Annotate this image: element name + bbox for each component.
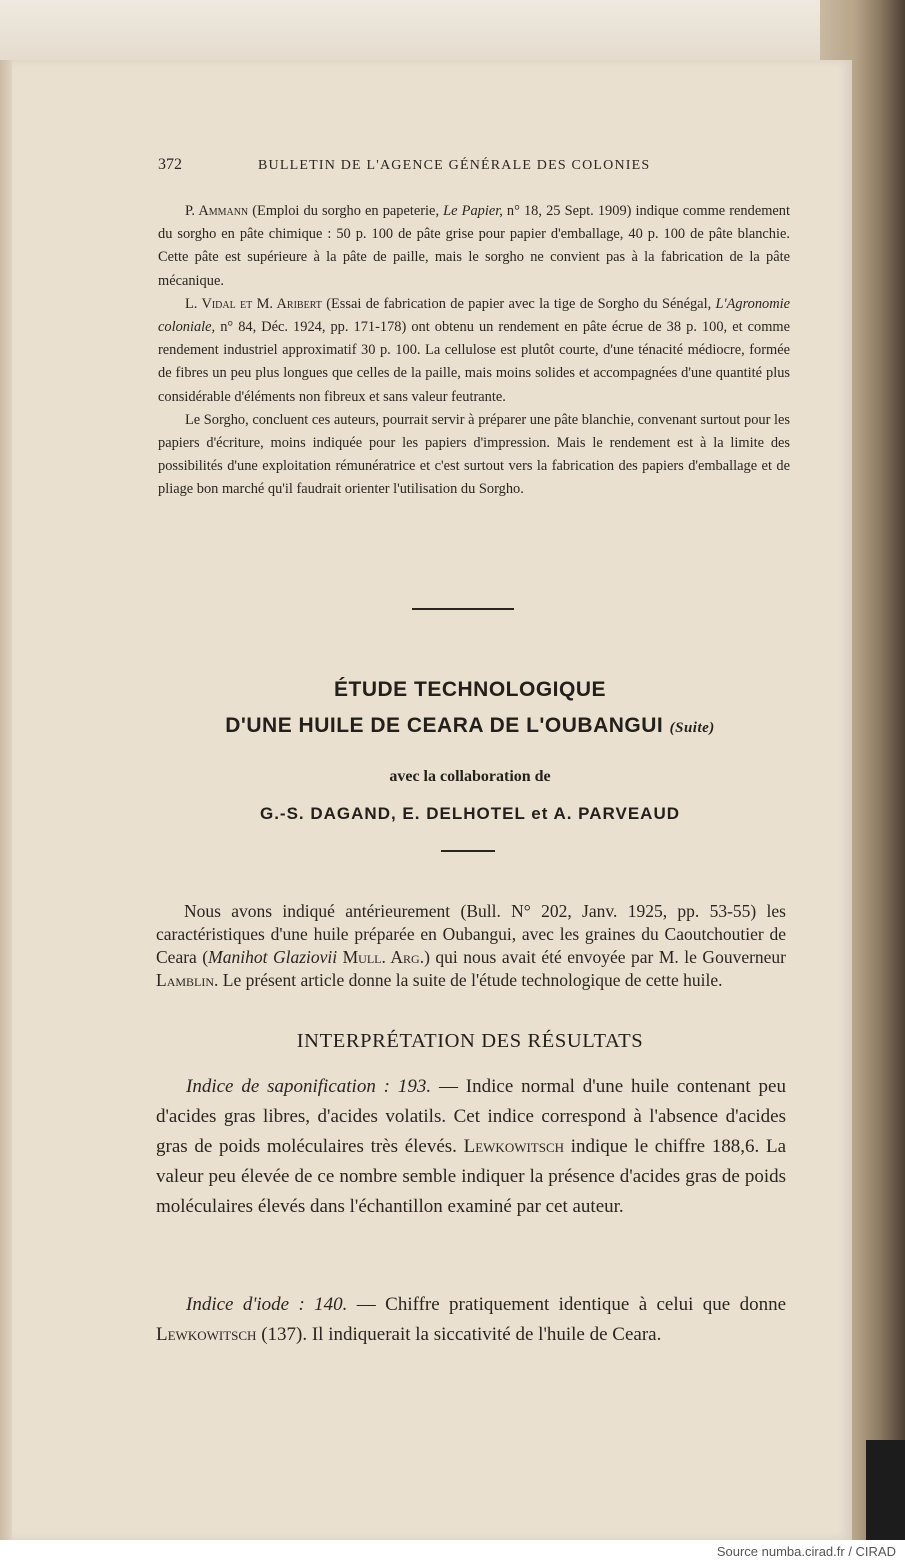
source-credit: Source numba.cirad.fr / CIRAD — [716, 1544, 896, 1559]
reference-journal: Le Papier, — [443, 203, 503, 219]
section-divider — [412, 608, 514, 610]
article-title-text: D'UNE HUILE DE CEARA DE L'OUBANGUI — [225, 714, 664, 737]
species-authority: Mull. Arg. — [337, 947, 425, 967]
saponification-paragraph — [156, 1072, 786, 1222]
intro-text: ) qui nous avait été envoyée par M. le Gouverneur — [424, 947, 787, 967]
reference-paragraph — [158, 293, 790, 409]
reference-author: P. Ammann — [185, 203, 249, 219]
running-head — [158, 156, 798, 178]
intro-text: Nous avons indiqué antérieurement (Bull. N° 202, Janv. 1925, pp. 53-55) les caractéristiques d'une huile préparée en Oubangui, avec les graines du Caoutchoutier de Ceara ( — [156, 901, 786, 967]
body-text: (137). Il indiquerait la siccativité de l'huile de Ceara. — [256, 1324, 662, 1345]
reference-paragraph — [158, 200, 790, 293]
collaboration-line: avec la collaboration de — [389, 768, 551, 785]
section-title: INTERPRÉTATION DES RÉSULTATS — [296, 1030, 644, 1052]
reference-text: n° 84, Déc. 1924, pp. 171-178) ont obtenu un rendement en pâte écrue de 38 p. 100, et comme rendement industriel approximatif 30 p. 100. La cellulose est plutôt courte, d'une ténacité médiocre, formée de fibres un peu plus longues que celles de la paille, mais moins solides et accompagnées d'une quantité plus considérable d'éléments non fibreux et sans valeur feutrante. — [158, 319, 790, 405]
iode-paragraph — [156, 1290, 786, 1350]
reference-journal: L'Agronomie coloniale, — [158, 295, 790, 336]
species-name: Manihot Glaziovii — [208, 947, 338, 967]
iode-label: Indice d'iode : 140. — [186, 1294, 348, 1315]
article-title-line1: ÉTUDE TECHNOLOGIQUE — [333, 678, 606, 701]
reference-paragraph — [158, 409, 790, 502]
cited-author: Lewkowitsch — [156, 1324, 257, 1345]
body-text: — Indice normal d'une huile contenant peu d'acides gras libres, d'acides volatils. Cet indice correspond à l'absence d'acides gras de poids moléculaires très élevés. — [156, 1076, 786, 1157]
article-title-line2 — [160, 714, 780, 738]
reference-text: (Essai de fabrication de papier avec la tige de Sorgho du Sénégal, — [321, 295, 716, 312]
intro-text: . Le présent article donne la suite de l'étude technologique de cette huile. — [214, 970, 723, 990]
running-head-title: BULLETIN DE L'AGENCE GÉNÉRALE DES COLONIES — [258, 158, 651, 173]
cited-author: Lewkowitsch — [463, 1136, 565, 1157]
reference-author: L. Vidal et M. Aribert — [185, 295, 322, 312]
reference-text: (Emploi du sorgho en papeterie, — [248, 203, 444, 219]
page-number: 372 — [158, 156, 182, 173]
article-suite-label: (Suite) — [669, 720, 715, 736]
reference-text: n° 18, 25 Sept. 1909) indique comme rendement du sorgho en pâte chimique : 50 p. 100 de pâte grise pour papier d'emballage, 40 p. 100 de pâte blanchie. Cette pâte est supérieure à la pâte de paille, mais le sorgho ne convient pas à la fabrication de la pâte mécanique. — [158, 203, 790, 289]
intro-paragraph — [156, 900, 786, 992]
body-text: indique le chiffre 188,6. La valeur peu élevée de ce nombre semble indiquer la présence d'acides gras de poids moléculaires élevés dans l'échantillon examiné par cet auteur. — [156, 1136, 787, 1217]
book-top-edge — [0, 0, 905, 62]
body-text: — Chiffre pratiquement identique à celui que donne — [347, 1294, 786, 1315]
reference-text: Le Sorgho, concluent ces auteurs, pourrait servir à préparer une pâte blanchie, convenant surtout pour les papiers d'écriture, moins indiquée pour les papiers d'impression. Mais le rendement est à la limite des possibilités d'une exploitation rémunératrice et c'est surtout vers la fabrication des papiers d'emballage et de pliage bon marché qu'il faudrait orienter l'utilisation du Sorgho. — [158, 411, 790, 498]
references-block — [158, 200, 790, 502]
article-authors: G.-S. DAGAND, E. DELHOTEL et A. PARVEAUD — [259, 804, 681, 823]
saponification-label: Indice de saponification : 193. — [186, 1076, 432, 1097]
authors-divider — [441, 850, 495, 852]
bookmark-ribbon — [866, 1440, 905, 1540]
governor-name: Lamblin — [156, 970, 215, 990]
